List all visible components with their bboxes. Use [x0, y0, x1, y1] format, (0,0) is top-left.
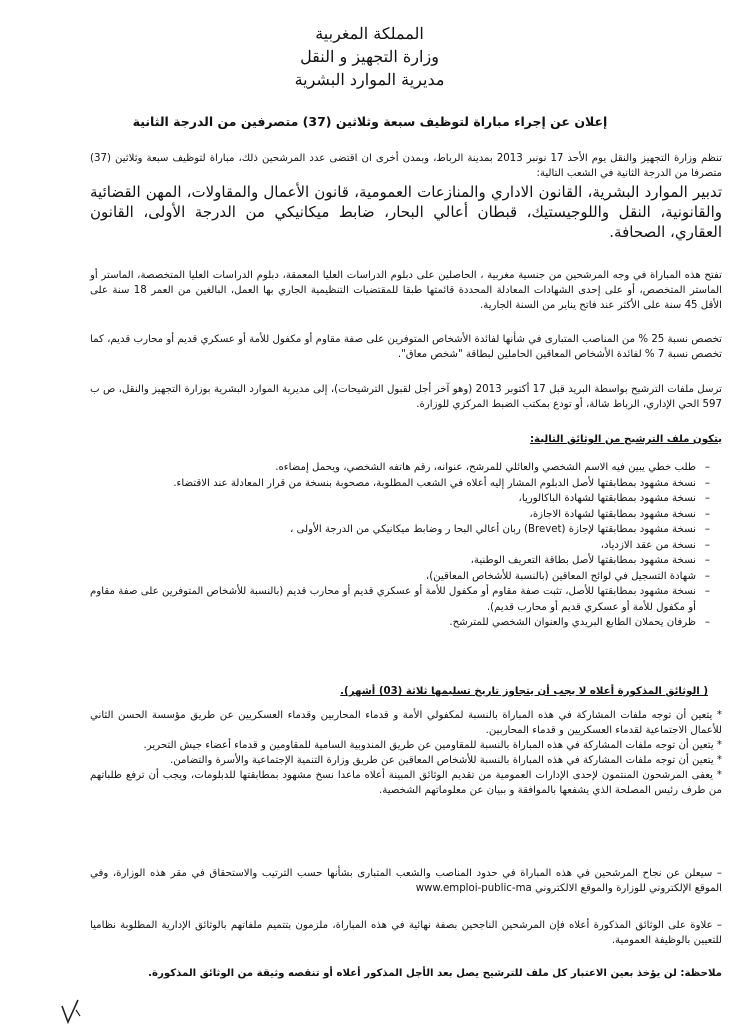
branches-paragraph: تدبير الموارد البشرية، القانون الاداري والمنازعات العمومية، قانون الأعمال والمقاولات، المهن القضائية والقانونية، النقل واللوجيستيك، قبطان أعالي البحار، ضابط ميكانيكي من الدرجة الأولى، القانون العقاري، الصحافة. — [90, 183, 722, 241]
remark-paragraph: ملاحظة: لن يؤخذ بعين الاعتبار كل ملف للترشيح يصل بعد الأجل المذكور أعلاه أو تنقصه وثيقة من الوثائق المذكورة. — [148, 968, 722, 979]
note-item: * يتعين أن توجه ملفات المشاركة في هذه المباراة بالنسبة لمكفولي الأمة و قدماء المحاربين وقدماء العسكريين عن طريق مؤسسة الحسن الثاني للأعمال الاجتماعية لقدماء العسكريين و قدماء المحاربين. — [90, 710, 722, 736]
note-item: * يعفى المرشحون المنتمون لإحدى الإدارات العمومية من تقديم الوثائق المبينة أعلاه ماعدا نسخ مشهود بمطابقتها للدبلومات، ويجب أن ترفع طلباتهم من طرف رئيس المصلحة الذي يشفعها بالموافقة و ببيان عن معلوماتهم الشخصية. — [90, 770, 722, 796]
announcement-title: إعلان عن إجراء مباراة لتوظيف سبعة وثلاثين (37) متصرفين من الدرجة الثانية — [132, 114, 608, 129]
document-item: – نسخة مشهود بمطابقتها للأصل، تثبت صفة مقاوم أو مكفول للأمة أو عسكري قديم أو محارب قديم (بالنسبة للأشخاص المتوفرين على صفة مقاوم أو مكفول للأمة أو عسكري قديم أو محارب قديم). — [90, 584, 710, 615]
document-item: – ظرفان يحملان الطابع البريدي والعنوان الشخصي للمترشح. — [90, 615, 710, 631]
validity-note: ( الوثائق المذكورة أعلاه لا يجب أن يتجاوز تاريخ تسليمها ثلاثة (03) أشهر). — [340, 686, 708, 697]
letterhead — [0, 22, 739, 91]
final-documents-paragraph: – علاوة على الوثائق المذكورة أعلاه فإن المرشحين الناجحين بصفة نهائية في هذه المباراة، ملزمون بتتميم ملفاتهم بالوثائق الإدارية المطلوبة نظاميا للتعيين بالوظيفة العمومية. — [90, 920, 722, 946]
submission-paragraph: ترسل ملفات الترشيح بواسطة البريد قبل 17 أكتوبر 2013 (وهو آخر أجل لقبول الترشيحات)، إلى مديرية الموارد البشرية بوزارة التجهيز والنقل، ص ب 597 الحي الإداري، الرباط شالة، أو تودع بمكتب الضبط المركزي للوزارة. — [90, 384, 722, 410]
notes-section — [90, 708, 722, 798]
results-paragraph: – سيعلن عن نجاح المرشحين في هذه المباراة في حدود المناصب والشعب المتبارى بشأنها حسب الترتيب والاستحقاق في مقر هذه الوزارة، وفي الموقع الإلكتروني للوزارة والموقع الالكتروني www.emploi-public-ma — [90, 868, 722, 894]
kingdom-line: المملكة المغربية — [315, 24, 424, 43]
document-item: – نسخة مشهود بمطابقتها لإجازة (Brevet) ربان أعالي البحا ر وضابط ميكانيكي من الدرجة الأولى ، — [90, 522, 710, 538]
document-item: – نسخة مشهود بمطابقتها لأصل بطاقة التعريف الوطنية، — [90, 553, 710, 569]
documents-heading: يتكون ملف الترشيح من الوثائق التالية: — [529, 434, 722, 445]
document-item: – نسخة مشهود بمطابقتها لشهادة الباكالوريا، — [90, 491, 710, 507]
document-item: – نسخة مشهود بمطابقتها لشهادة الاجازة، — [90, 507, 710, 523]
quota-paragraph: تخصص نسبة 25 % من المناصب المتبارى في شأنها لفائدة الأشخاص المتوفرين على صفة مقاوم أو مكفول للأمة أو عسكري قديم أو محارب قديم، كما تخصص نسبة 7 % لفائدة الأشخاص المعاقين الحاملين لبطاقة "شخص معاق". — [90, 334, 722, 360]
document-item: – نسخة من عقد الازدياد، — [90, 538, 710, 554]
intro-paragraph: تنظم وزارة التجهيز والنقل يوم الأحد 17 نونبر 2013 بمدينة الرباط، وبمدن أخرى ان اقتضى عدد المرشحين ذلك، مباراة لتوظيف سبعة وثلاثين (37) متصرفا من الدرجة الثانية في الشعب التالية: — [90, 153, 723, 179]
signature-mark — [58, 996, 86, 1026]
document-item: – نسخة مشهود بمطابقتها لأصل الدبلوم المشار إليه أعلاه في الشعب المطلوبة، مصحوبة بنسخة من قرار المعادلة عند الاقتضاء. — [90, 476, 710, 492]
documents-list — [90, 460, 722, 631]
ministry-line: وزارة التجهيز و النقل — [300, 47, 439, 66]
eligibility-paragraph: تفتح هذه المباراة في وجه المرشحين من جنسية مغربية ، الحاصلين على دبلوم الدراسات العليا المعمقة، دبلوم الدراسات العليا المتخصصة، الماستر أو الماستر المتخصص، أو على إحدى الشهادات المعادلة المحددة قائمتها طبقا للمقتضيات التنظيمية الجاري بها العمل، البالغين من العمر 18 سنة على الأقل 45 سنة على الأكثر عند فاتح يناير من السنة الجارية. — [90, 270, 722, 311]
document-item: – شهادة التسجيل في لوائح المعاقين (بالنسبة للأشخاص المعاقين)، — [90, 569, 710, 585]
note-item: * يتعين أن توجه ملفات المشاركة في هذه المباراة بالنسبة للمقاومين عن طريق المندوبية السامية للمقاومين و قدماء أعضاء جيش التحرير. — [143, 740, 722, 751]
directorate-line: مديرية الموارد البشرية — [294, 70, 445, 89]
document-item: – طلب خطي يبين فيه الاسم الشخصي والعائلي للمرشح، عنوانه، رقم هاتفه الشخصي، ويحمل إمضاءه. — [90, 460, 710, 476]
note-item: * يتعين أن توجه ملفات المشاركة في هذه المباراة بالنسبة للأشخاص المعاقين عن طريق وزارة التنمية الإجتماعية والأسرة والتضامن. — [170, 755, 722, 766]
